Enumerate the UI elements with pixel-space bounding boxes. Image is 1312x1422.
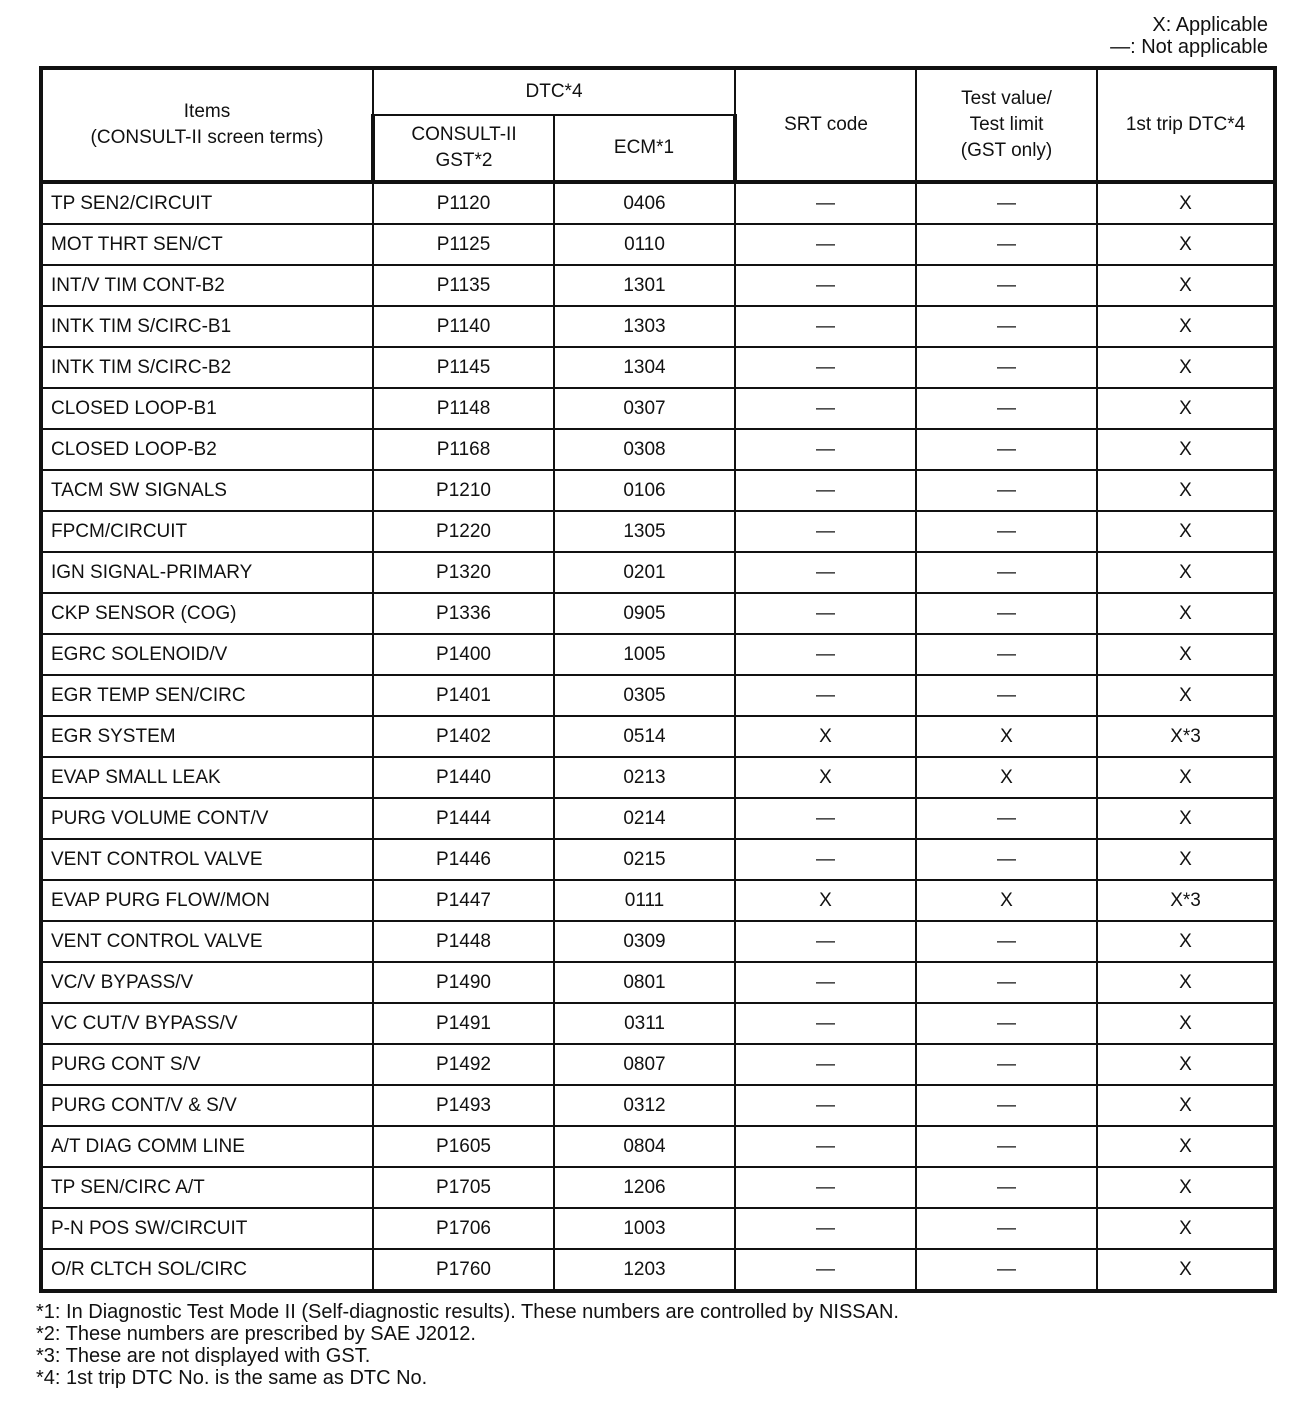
srt-code-cell: —: [735, 593, 916, 634]
first-trip-dtc-cell: X: [1097, 1208, 1275, 1249]
first-trip-dtc-cell: X: [1097, 306, 1275, 347]
item-cell: VENT CONTROL VALVE: [41, 839, 373, 880]
ecm-cell: 0905: [554, 593, 735, 634]
srt-code-cell: X: [735, 757, 916, 798]
test-value-cell: —: [916, 1249, 1097, 1291]
table-row: [41, 265, 1275, 306]
first-trip-dtc-cell: X: [1097, 470, 1275, 511]
item-cell: PURG CONT/V & S/V: [41, 1085, 373, 1126]
item-cell: INTK TIM S/CIRC-B1: [41, 306, 373, 347]
first-trip-dtc-cell: X: [1097, 962, 1275, 1003]
item-cell: O/R CLTCH SOL/CIRC: [41, 1249, 373, 1291]
srt-code-cell: —: [735, 388, 916, 429]
first-trip-dtc-cell: X: [1097, 634, 1275, 675]
consult-gst-cell: P1491: [373, 1003, 554, 1044]
ecm-cell: 0308: [554, 429, 735, 470]
first-trip-dtc-cell: X: [1097, 511, 1275, 552]
table-row: [41, 552, 1275, 593]
srt-code-cell: —: [735, 1126, 916, 1167]
ecm-cell: 0311: [554, 1003, 735, 1044]
ecm-cell: 1005: [554, 634, 735, 675]
srt-code-cell: —: [735, 1003, 916, 1044]
srt-code-cell: —: [735, 1167, 916, 1208]
test-value-cell: —: [916, 593, 1097, 634]
table-row: [41, 798, 1275, 839]
first-trip-dtc-cell: X: [1097, 675, 1275, 716]
ecm-cell: 1303: [554, 306, 735, 347]
test-value-cell: X: [916, 757, 1097, 798]
item-cell: EGR SYSTEM: [41, 716, 373, 757]
item-cell: EVAP PURG FLOW/MON: [41, 880, 373, 921]
consult-gst-cell: P1168: [373, 429, 554, 470]
item-cell: EVAP SMALL LEAK: [41, 757, 373, 798]
table-row: [41, 634, 1275, 675]
ecm-cell: 0111: [554, 880, 735, 921]
header-first-trip-dtc: 1st trip DTC*4: [1097, 68, 1275, 182]
header-consult-gst: CONSULT-II GST*2: [373, 115, 554, 182]
consult-gst-cell: P1605: [373, 1126, 554, 1167]
legend-not-applicable: —: Not applicable: [1110, 36, 1268, 58]
test-value-cell: —: [916, 265, 1097, 306]
srt-code-cell: —: [735, 552, 916, 593]
consult-gst-cell: P1220: [373, 511, 554, 552]
consult-gst-cell: P1493: [373, 1085, 554, 1126]
test-value-cell: —: [916, 511, 1097, 552]
consult-gst-cell: P1120: [373, 182, 554, 224]
item-cell: INT/V TIM CONT-B2: [41, 265, 373, 306]
table-row: [41, 1003, 1275, 1044]
first-trip-dtc-cell: X: [1097, 388, 1275, 429]
table-row: [41, 962, 1275, 1003]
srt-code-cell: —: [735, 511, 916, 552]
table-row: [41, 593, 1275, 634]
ecm-cell: 0106: [554, 470, 735, 511]
legend-applicable: X: Applicable: [1152, 14, 1268, 36]
item-cell: EGR TEMP SEN/CIRC: [41, 675, 373, 716]
footnote: *1: In Diagnostic Test Mode II (Self-diagnostic results). These numbers are controlled by NISSAN.: [36, 1301, 899, 1323]
test-value-cell: —: [916, 1126, 1097, 1167]
consult-gst-cell: P1400: [373, 634, 554, 675]
first-trip-dtc-cell: X: [1097, 1003, 1275, 1044]
consult-gst-cell: P1447: [373, 880, 554, 921]
header-ecm: ECM*1: [554, 115, 735, 182]
item-cell: PURG VOLUME CONT/V: [41, 798, 373, 839]
ecm-cell: 0201: [554, 552, 735, 593]
first-trip-dtc-cell: X*3: [1097, 716, 1275, 757]
srt-code-cell: X: [735, 716, 916, 757]
table-row: [41, 1208, 1275, 1249]
table-row: [41, 470, 1275, 511]
header-items: Items (CONSULT-II screen terms): [41, 68, 373, 182]
ecm-cell: 0801: [554, 962, 735, 1003]
first-trip-dtc-cell: X: [1097, 429, 1275, 470]
item-cell: INTK TIM S/CIRC-B2: [41, 347, 373, 388]
ecm-cell: 0312: [554, 1085, 735, 1126]
table-header: [41, 68, 1275, 182]
table-row: [41, 1126, 1275, 1167]
test-value-cell: —: [916, 429, 1097, 470]
first-trip-dtc-cell: X: [1097, 839, 1275, 880]
test-value-cell: —: [916, 798, 1097, 839]
ecm-cell: 0110: [554, 224, 735, 265]
item-cell: TP SEN2/CIRCUIT: [41, 182, 373, 224]
test-value-cell: X: [916, 880, 1097, 921]
item-cell: CLOSED LOOP-B2: [41, 429, 373, 470]
test-value-cell: —: [916, 1003, 1097, 1044]
srt-code-cell: —: [735, 1044, 916, 1085]
srt-code-cell: —: [735, 1249, 916, 1291]
consult-gst-cell: P1448: [373, 921, 554, 962]
ecm-cell: 0406: [554, 182, 735, 224]
first-trip-dtc-cell: X: [1097, 593, 1275, 634]
table-row: [41, 675, 1275, 716]
item-cell: IGN SIGNAL-PRIMARY: [41, 552, 373, 593]
consult-gst-cell: P1145: [373, 347, 554, 388]
table-row: [41, 347, 1275, 388]
test-value-cell: —: [916, 962, 1097, 1003]
item-cell: PURG CONT S/V: [41, 1044, 373, 1085]
first-trip-dtc-cell: X: [1097, 798, 1275, 839]
srt-code-cell: —: [735, 839, 916, 880]
test-value-cell: —: [916, 634, 1097, 675]
srt-code-cell: —: [735, 921, 916, 962]
first-trip-dtc-cell: X: [1097, 265, 1275, 306]
table-row: [41, 224, 1275, 265]
footnote: *4: 1st trip DTC No. is the same as DTC No.: [36, 1367, 428, 1389]
table-row: [41, 388, 1275, 429]
ecm-cell: 0307: [554, 388, 735, 429]
consult-gst-cell: P1706: [373, 1208, 554, 1249]
test-value-cell: —: [916, 1044, 1097, 1085]
item-cell: EGRC SOLENOID/V: [41, 634, 373, 675]
consult-gst-cell: P1760: [373, 1249, 554, 1291]
first-trip-dtc-cell: X: [1097, 224, 1275, 265]
legend: [1110, 14, 1268, 58]
consult-gst-cell: P1140: [373, 306, 554, 347]
srt-code-cell: X: [735, 880, 916, 921]
ecm-cell: 1003: [554, 1208, 735, 1249]
header-srt-code: SRT code: [735, 68, 916, 182]
test-value-cell: —: [916, 224, 1097, 265]
test-value-cell: —: [916, 388, 1097, 429]
srt-code-cell: —: [735, 470, 916, 511]
test-value-cell: —: [916, 675, 1097, 716]
first-trip-dtc-cell: X: [1097, 1126, 1275, 1167]
table-row: [41, 1044, 1275, 1085]
srt-code-cell: —: [735, 224, 916, 265]
first-trip-dtc-cell: X: [1097, 552, 1275, 593]
ecm-cell: 1304: [554, 347, 735, 388]
item-cell: P-N POS SW/CIRCUIT: [41, 1208, 373, 1249]
item-cell: VC/V BYPASS/V: [41, 962, 373, 1003]
table-body: [41, 182, 1275, 1291]
item-cell: CLOSED LOOP-B1: [41, 388, 373, 429]
consult-gst-cell: P1705: [373, 1167, 554, 1208]
test-value-cell: —: [916, 182, 1097, 224]
test-value-cell: —: [916, 1208, 1097, 1249]
ecm-cell: 0514: [554, 716, 735, 757]
item-cell: FPCM/CIRCUIT: [41, 511, 373, 552]
table-row: [41, 839, 1275, 880]
consult-gst-cell: P1492: [373, 1044, 554, 1085]
first-trip-dtc-cell: X: [1097, 1167, 1275, 1208]
item-cell: MOT THRT SEN/CT: [41, 224, 373, 265]
srt-code-cell: —: [735, 429, 916, 470]
test-value-cell: —: [916, 552, 1097, 593]
consult-gst-cell: P1135: [373, 265, 554, 306]
first-trip-dtc-cell: X: [1097, 1249, 1275, 1291]
consult-gst-cell: P1402: [373, 716, 554, 757]
srt-code-cell: —: [735, 265, 916, 306]
test-value-cell: —: [916, 839, 1097, 880]
srt-code-cell: —: [735, 962, 916, 1003]
item-cell: VENT CONTROL VALVE: [41, 921, 373, 962]
table-row: [41, 1085, 1275, 1126]
table-row: [41, 429, 1275, 470]
srt-code-cell: —: [735, 1208, 916, 1249]
consult-gst-cell: P1446: [373, 839, 554, 880]
ecm-cell: 1301: [554, 265, 735, 306]
first-trip-dtc-cell: X*3: [1097, 880, 1275, 921]
item-cell: VC CUT/V BYPASS/V: [41, 1003, 373, 1044]
ecm-cell: 0305: [554, 675, 735, 716]
test-value-cell: —: [916, 306, 1097, 347]
consult-gst-cell: P1490: [373, 962, 554, 1003]
item-cell: A/T DIAG COMM LINE: [41, 1126, 373, 1167]
header-dtc: DTC*4: [373, 68, 735, 115]
test-value-cell: —: [916, 1085, 1097, 1126]
srt-code-cell: —: [735, 306, 916, 347]
first-trip-dtc-cell: X: [1097, 347, 1275, 388]
table-row: [41, 757, 1275, 798]
ecm-cell: 1203: [554, 1249, 735, 1291]
first-trip-dtc-cell: X: [1097, 921, 1275, 962]
srt-code-cell: —: [735, 634, 916, 675]
footnotes: [36, 1301, 899, 1389]
first-trip-dtc-cell: X: [1097, 182, 1275, 224]
footnote: *3: These are not displayed with GST.: [36, 1345, 371, 1367]
consult-gst-cell: P1148: [373, 388, 554, 429]
item-cell: TP SEN/CIRC A/T: [41, 1167, 373, 1208]
first-trip-dtc-cell: X: [1097, 757, 1275, 798]
ecm-cell: 0215: [554, 839, 735, 880]
first-trip-dtc-cell: X: [1097, 1044, 1275, 1085]
consult-gst-cell: P1210: [373, 470, 554, 511]
srt-code-cell: —: [735, 347, 916, 388]
test-value-cell: X: [916, 716, 1097, 757]
test-value-cell: —: [916, 470, 1097, 511]
dtc-table: [39, 66, 1277, 1293]
table-row: [41, 716, 1275, 757]
table-row: [41, 1249, 1275, 1291]
srt-code-cell: —: [735, 798, 916, 839]
srt-code-cell: —: [735, 182, 916, 224]
srt-code-cell: —: [735, 675, 916, 716]
test-value-cell: —: [916, 1167, 1097, 1208]
table-row: [41, 511, 1275, 552]
test-value-cell: —: [916, 347, 1097, 388]
ecm-cell: 0214: [554, 798, 735, 839]
consult-gst-cell: P1440: [373, 757, 554, 798]
footnote: *2: These numbers are prescribed by SAE J2012.: [36, 1323, 476, 1345]
srt-code-cell: —: [735, 1085, 916, 1126]
ecm-cell: 0807: [554, 1044, 735, 1085]
header-test-value: Test value/ Test limit (GST only): [916, 68, 1097, 182]
consult-gst-cell: P1401: [373, 675, 554, 716]
test-value-cell: —: [916, 921, 1097, 962]
consult-gst-cell: P1336: [373, 593, 554, 634]
ecm-cell: 1305: [554, 511, 735, 552]
table-row: [41, 921, 1275, 962]
ecm-cell: 0213: [554, 757, 735, 798]
ecm-cell: 0804: [554, 1126, 735, 1167]
item-cell: TACM SW SIGNALS: [41, 470, 373, 511]
table-row: [41, 182, 1275, 224]
ecm-cell: 1206: [554, 1167, 735, 1208]
consult-gst-cell: P1125: [373, 224, 554, 265]
consult-gst-cell: P1444: [373, 798, 554, 839]
table-row: [41, 306, 1275, 347]
ecm-cell: 0309: [554, 921, 735, 962]
item-cell: CKP SENSOR (COG): [41, 593, 373, 634]
consult-gst-cell: P1320: [373, 552, 554, 593]
first-trip-dtc-cell: X: [1097, 1085, 1275, 1126]
table-row: [41, 880, 1275, 921]
table-row: [41, 1167, 1275, 1208]
